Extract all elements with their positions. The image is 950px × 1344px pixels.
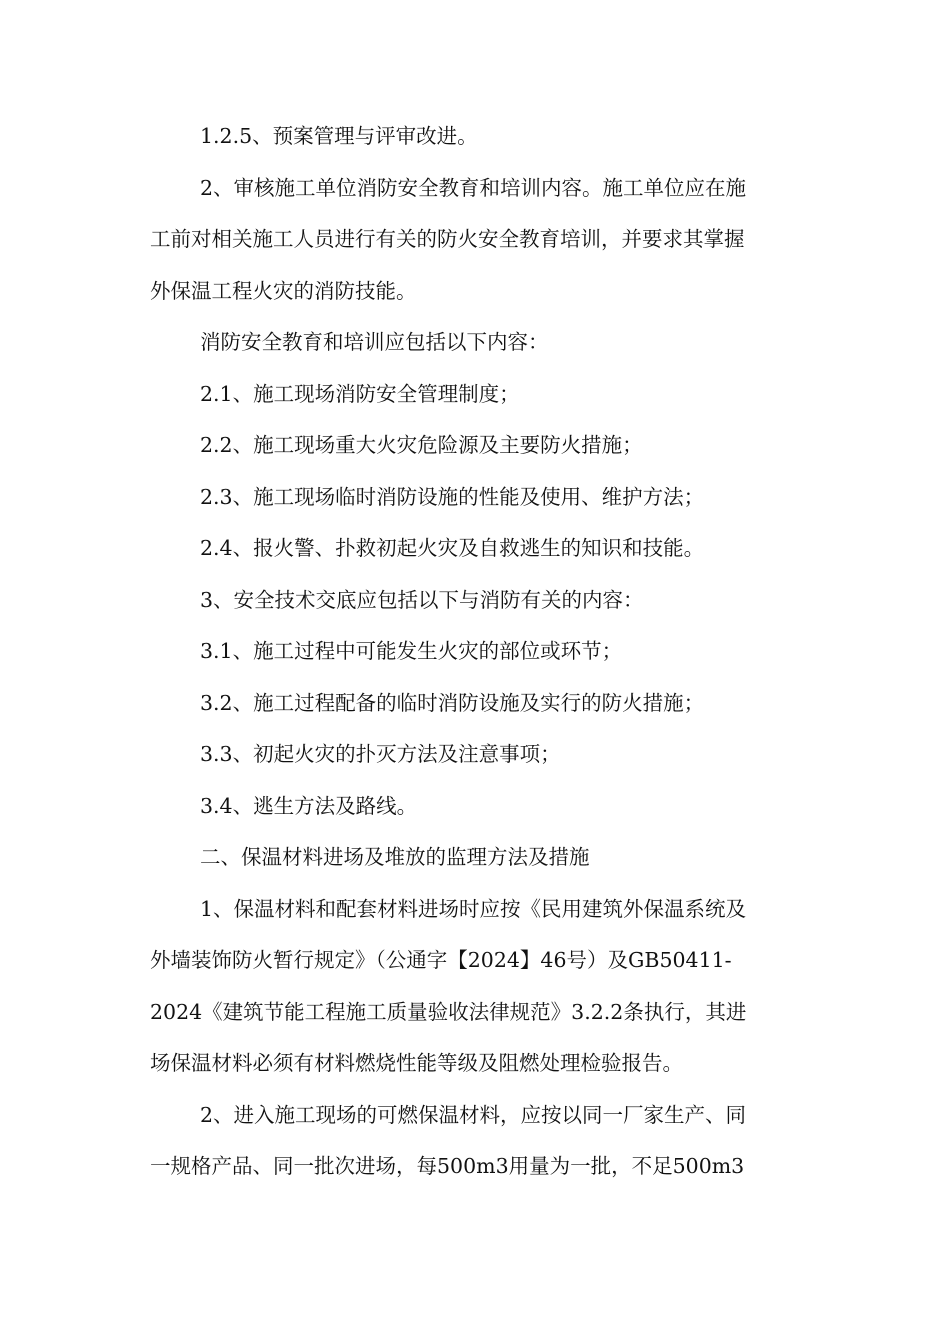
paragraph-line: 消防安全教育和培训应包括以下内容： (200, 330, 549, 354)
paragraph-line: 1、保温材料和配套材料进场时应按《民用建筑外保温系统及 (200, 896, 747, 921)
paragraph-line: 2.1、施工现场消防安全管理制度； (200, 381, 520, 406)
paragraph-line: 2.2、施工现场重大火灾危险源及主要防火措施； (200, 433, 643, 457)
paragraph (150, 111, 800, 163)
paragraph-line: 场保温材料必须有材料燃烧性能等级及阻燃处理检验报告。 (150, 1051, 683, 1075)
paragraph-line: 2.3、施工现场临时消防设施的性能及使用、维护方法； (200, 484, 705, 509)
paragraph-line: 2024《建筑节能工程施工质量验收法律规范》3.2.2条执行，其进 (150, 999, 747, 1024)
paragraph-line: 3、安全技术交底应包括以下与消防有关的内容： (200, 587, 644, 612)
paragraph-line: 外墙装饰防火暂行规定》（公通字【2024】46号）及GB50411- (150, 948, 732, 972)
paragraph (150, 781, 800, 833)
paragraph-line: 2、审核施工单位消防安全教育和培训内容。施工单位应在施 (200, 175, 747, 200)
paragraph (150, 626, 800, 678)
paragraph-line: 3.1、施工过程中可能发生火灾的部位或环节； (200, 639, 623, 663)
paragraph (150, 369, 800, 421)
paragraph-line: 外保温工程火灾的消防技能。 (150, 278, 417, 303)
paragraph-line: 1.2.5、预案管理与评审改进。 (200, 124, 478, 148)
paragraph (150, 163, 800, 318)
paragraph (150, 523, 800, 575)
paragraph-line: 2、进入施工现场的可燃保温材料，应按以同一厂家生产、同 (200, 1102, 747, 1127)
paragraph-line: 工前对相关施工人员进行有关的防火安全教育培训，并要求其掌握 (150, 227, 745, 251)
paragraph (150, 472, 800, 524)
paragraph (150, 575, 800, 627)
paragraph-line: 3.4、逃生方法及路线。 (200, 793, 418, 818)
document-body (150, 111, 800, 1193)
paragraph-line: 一规格产品、同一批次进场，每500m3用量为一批，不足500m3 (150, 1154, 745, 1178)
paragraph (150, 1090, 800, 1193)
paragraph-line: 3.2、施工过程配备的临时消防设施及实行的防火措施； (200, 690, 705, 715)
paragraph-line: 二、保温材料进场及堆放的监理方法及措施 (200, 845, 590, 869)
paragraph (150, 678, 800, 730)
paragraph (150, 420, 800, 472)
paragraph (150, 317, 800, 369)
paragraph (150, 884, 800, 1090)
paragraph-line: 3.3、初起火灾的扑灭方法及注意事项； (200, 742, 561, 766)
paragraph (150, 832, 800, 884)
paragraph-line: 2.4、报火警、扑救初起火灾及自救逃生的知识和技能。 (200, 536, 705, 560)
paragraph (150, 729, 800, 781)
